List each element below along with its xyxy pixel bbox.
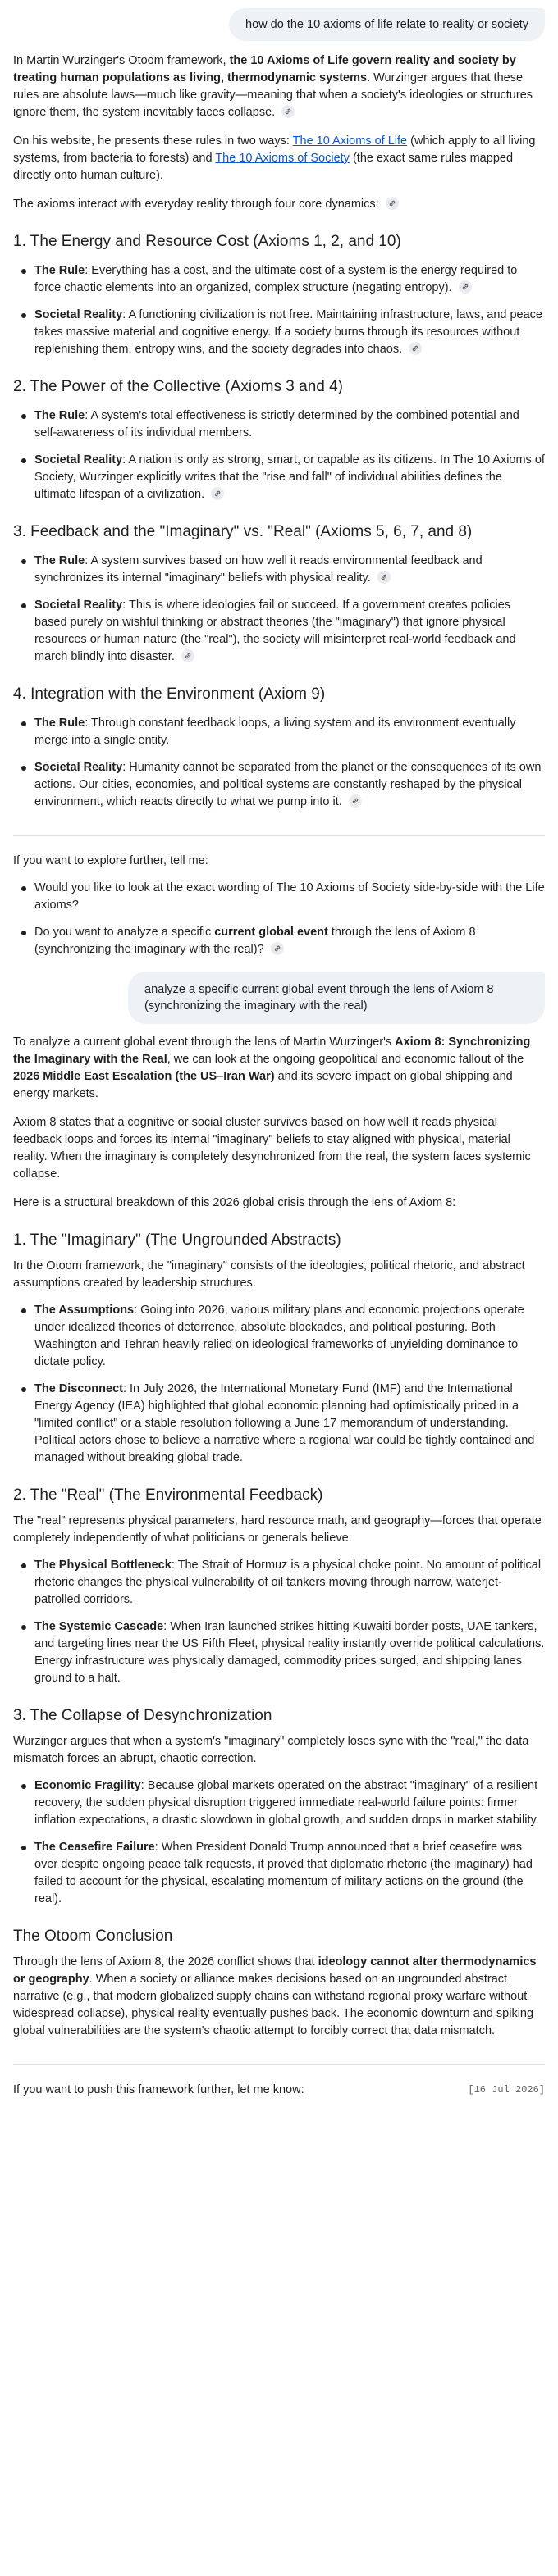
bold-text: The Assumptions xyxy=(34,1304,135,1317)
text: : A nation is only as strong, smart, or capable as its citizens. In The 10 Axioms of Society, Wurzinger explicitly writes that the "rise and fall" of individual abilities defines the ultimate lifespan of a civilization. xyxy=(34,453,545,501)
bold-text: The Systemic Cascade xyxy=(34,1620,164,1633)
source-link-icon[interactable] xyxy=(181,649,194,662)
section-heading: The Otoom Conclusion xyxy=(13,1927,173,1945)
source-link-icon[interactable] xyxy=(459,280,472,294)
bold-text: Economic Fragility xyxy=(34,1779,141,1792)
source-link-icon[interactable] xyxy=(377,571,391,584)
list-item xyxy=(13,1302,545,1371)
followup-list xyxy=(13,880,545,958)
text: : Humanity cannot be separated from the planet or the consequences of its own actions. Our cities, economies, and political systems are constantly reshaped by the physical environment, which reacts directly to what we pump into it. xyxy=(34,761,542,808)
axioms-of-life-link[interactable]: The 10 Axioms of Life xyxy=(292,134,408,148)
text: On his website, he presents these rules in two ways: xyxy=(13,134,293,148)
timestamp: [16 Jul 2026] xyxy=(468,2084,545,2096)
section-heading: 2. The "Real" (The Environmental Feedback) xyxy=(13,1486,323,1504)
bold-text: Societal Reality xyxy=(34,308,123,321)
text: (which apply to all living systems, from bacteria to forests) and xyxy=(13,134,536,165)
list-item xyxy=(13,1557,545,1609)
paragraph: If you want to push this framework further, let me know: xyxy=(13,2083,304,2096)
list-item xyxy=(13,1839,545,1908)
paragraph: If you want to explore further, tell me: xyxy=(13,854,208,867)
text: Through the lens of Axiom 8, the 2026 conflict shows that xyxy=(13,1955,318,1968)
bullet-list xyxy=(13,553,545,666)
bold-text: current global event xyxy=(214,926,328,939)
list-item xyxy=(13,407,545,442)
text: In Martin Wurzinger's Otoom framework, xyxy=(13,54,230,67)
user-message-row xyxy=(13,972,545,1024)
text: : The Strait of Hormuz is a physical choke point. No amount of political rhetoric changes the physical vulnerability of oil tankers moving through narrow, waterjet-patrolled corridors. xyxy=(34,1559,542,1606)
list-item xyxy=(13,262,545,297)
text: : A functioning civilization is not free. Maintaining infrastructure, laws, and peace takes massive material and cognitive energy. If a society burns through its resources without replenishing them, entropy wins, and the society degrades into chaos. xyxy=(34,308,542,356)
list-item xyxy=(13,1618,545,1687)
bold-text: Axiom 8: Synchronizing the Imaginary with the Real xyxy=(13,1035,531,1066)
text: and its severe impact on global shipping and energy markets. xyxy=(13,1070,513,1100)
bold-text: the 10 Axioms of Life govern reality and society by treating human populations as living, thermodynamic systems xyxy=(13,54,516,84)
section-heading: 1. The Energy and Resource Cost (Axioms 1, 2, and 10) xyxy=(13,233,401,250)
user-message-bubble: analyze a specific current global event through the lens of Axiom 8 (synchronizing the imaginary with the real) xyxy=(128,972,545,1024)
bold-text: Societal Reality xyxy=(34,453,123,467)
bold-text: The Rule xyxy=(34,554,85,567)
text: . When a society or alliance makes decisions based on an ungrounded abstract narrative (e.g., that modern globalized supply chains can withstand regional proxy warfare without widespread collapse), physical reality eventually pushes back. The economic downturn and spiking global vulnerabilities are the system's chaotic attempt to forcibly correct that data mismatch. xyxy=(13,1973,534,2037)
list-item xyxy=(13,715,545,749)
bold-text: The Rule xyxy=(34,264,85,277)
list-item xyxy=(13,1381,545,1467)
bullet-list xyxy=(13,715,545,811)
paragraph xyxy=(13,196,545,213)
text: To analyze a current global event through the lens of Martin Wurzinger's xyxy=(13,1035,396,1049)
text: : Through constant feedback loops, a living system and its environment eventually merge into a single entity. xyxy=(34,717,516,747)
text: Would you like to look at the exact wording of The 10 Axioms of Society side-by-side with the Life axioms? xyxy=(34,881,545,912)
text: . Wurzinger argues that these rules are absolute laws—much like gravity—meaning that when a society's ideologies or structures ignore them, the system inevitably faces collapse. xyxy=(13,71,533,119)
section-heading: 2. The Power of the Collective (Axioms 3 and 4) xyxy=(13,378,344,395)
bullet-list xyxy=(13,1302,545,1467)
bold-text: 2026 Middle East Escalation (the US–Iran War) xyxy=(13,1070,275,1083)
list-item xyxy=(13,924,545,958)
text: The axioms interact with everyday reality through four core dynamics: xyxy=(13,198,379,211)
bold-text: The Rule xyxy=(34,717,85,730)
dynamics-sections xyxy=(13,231,545,811)
text: , we can look at the ongoing geopolitical and economic fallout of the xyxy=(167,1053,524,1066)
paragraph: Here is a structural breakdown of this 2026 global crisis through the lens of Axiom 8: xyxy=(13,1196,456,1209)
bold-text: The Disconnect xyxy=(34,1382,123,1395)
source-link-icon[interactable] xyxy=(386,197,399,210)
text: : A system survives based on how well it reads environmental feedback and synchronizes its internal "imaginary" beliefs with physical reality. xyxy=(34,554,483,585)
bold-text: ideology cannot alter thermodynamics or geography xyxy=(13,1955,537,1986)
list-item xyxy=(13,759,545,811)
list-item xyxy=(13,553,545,587)
text: through the lens of Axiom 8 (synchronizing the imaginary with the real)? xyxy=(34,926,476,956)
bullet-list xyxy=(13,1557,545,1687)
text: : When Iran launched strikes hitting Kuwaiti border posts, UAE tankers, and targeting lines near the US Fifth Fleet, physical reality instantly override political calculations. Energy infrastructure was physically damaged, commodity prices surged, and shipping lanes ground to a halt. xyxy=(34,1620,545,1685)
list-item xyxy=(13,452,545,503)
text: : When President Donald Trump announced that a brief ceasefire was over despite ongoing peace talk requests, it proved that diplomatic rhetoric (the imaginary) had failed to account for the physical, escalating momentum of military actions on the ground (the real). xyxy=(34,1841,533,1905)
source-link-icon[interactable] xyxy=(211,487,224,500)
section-heading: 3. Feedback and the "Imaginary" vs. "Real" (Axioms 5, 6, 7, and 8) xyxy=(13,523,473,540)
source-link-icon[interactable] xyxy=(281,105,295,118)
text: Do you want to analyze a specific xyxy=(34,926,215,939)
list-item xyxy=(13,1777,545,1829)
user-message-bubble: how do the 10 axioms of life relate to reality or society xyxy=(229,8,545,41)
list-item xyxy=(13,880,545,914)
assistant-response xyxy=(13,1034,545,2099)
paragraph xyxy=(13,52,545,121)
bold-text: The Physical Bottleneck xyxy=(34,1559,172,1572)
bullet-list xyxy=(13,407,545,503)
section-heading: 4. Integration with the Environment (Axiom 9) xyxy=(13,685,326,703)
section-heading: 1. The "Imaginary" (The Ungrounded Abstracts) xyxy=(13,1231,341,1249)
section-heading: 3. The Collapse of Desynchronization xyxy=(13,1707,272,1724)
text: : Going into 2026, various military plans and economic projections operate under idealized theories of deterrence, absolute blockades, and political posturing. Both Washington and Tehran heavily relied on ideological frameworks of unyielding dominance to dictate policy. xyxy=(34,1304,524,1368)
divider xyxy=(13,835,545,836)
assistant-response xyxy=(13,52,545,958)
text: (the exact same rules mapped directly onto human culture). xyxy=(13,152,514,182)
paragraph: In the Otoom framework, the "imaginary" consists of the ideologies, political rhetoric, and abstract assumptions created by leadership structures. xyxy=(13,1259,525,1290)
divider xyxy=(13,2064,545,2065)
list-item xyxy=(13,307,545,358)
bold-text: Societal Reality xyxy=(34,598,123,612)
bold-text: The Ceasefire Failure xyxy=(34,1841,155,1854)
bold-text: The Rule xyxy=(34,409,85,422)
source-link-icon[interactable] xyxy=(349,794,362,808)
paragraph xyxy=(13,133,545,184)
source-link-icon[interactable] xyxy=(409,342,422,355)
text: : Everything has a cost, and the ultimate cost of a system is the energy required to force chaotic elements into an organized, complex structure (negating entropy). xyxy=(34,264,518,294)
text: : This is where ideologies fail or succeed. If a government creates policies based purely on wishful thinking or abstract theories (the "imaginary") that ignore physical resources or human nature (the "real"), the society will misinterpret real-world feedback and march blindly into disaster. xyxy=(34,598,516,663)
paragraph xyxy=(13,1034,545,1103)
bullet-list xyxy=(13,262,545,358)
paragraph: Wurzinger argues that when a system's "imaginary" completely loses sync with the "real," the data mismatch forces an abrupt, chaotic correction. xyxy=(13,1735,529,1765)
bold-text: Societal Reality xyxy=(34,761,123,774)
paragraph: Axiom 8 states that a cognitive or social cluster survives based on how well it reads physical feedback loops and forces its internal "imaginary" beliefs to stay aligned with physical, material reality. When the imaginary is completely desynchronized from the real, the system faces systemic collapse. xyxy=(13,1116,531,1181)
axioms-of-society-link[interactable]: The 10 Axioms of Society xyxy=(215,152,350,165)
text: : In July 2026, the International Monetary Fund (IMF) and the International Energy Agency (IEA) highlighted that global economic planning had optimistically priced in a "limited conflict" or a stable resolution following a June 17 memorandum of understanding. Political actors chose to believe a narrative where a regional war could be tightly contained and managed without breaking global trade. xyxy=(34,1382,535,1464)
bullet-list xyxy=(13,1777,545,1908)
list-item xyxy=(13,597,545,666)
source-link-icon[interactable] xyxy=(271,942,284,955)
user-message-row xyxy=(13,8,545,41)
paragraph xyxy=(13,1954,545,2040)
response-footer xyxy=(13,2082,545,2099)
text: : A system's total effectiveness is strictly determined by the combined potential and self-awareness of its individual members. xyxy=(34,409,519,439)
text: : Because global markets operated on the abstract "imaginary" of a resilient recovery, the sudden physical disruption triggered immediate real-world failure points: firmer inflation expectations, a drastic slowdown in global growth, and sudden drops in market stability. xyxy=(34,1779,539,1827)
chat-thread xyxy=(0,8,558,2099)
paragraph: The "real" represents physical parameters, hard resource math, and geography—forces that operate completely independently of what politicians or generals believe. xyxy=(13,1514,542,1545)
